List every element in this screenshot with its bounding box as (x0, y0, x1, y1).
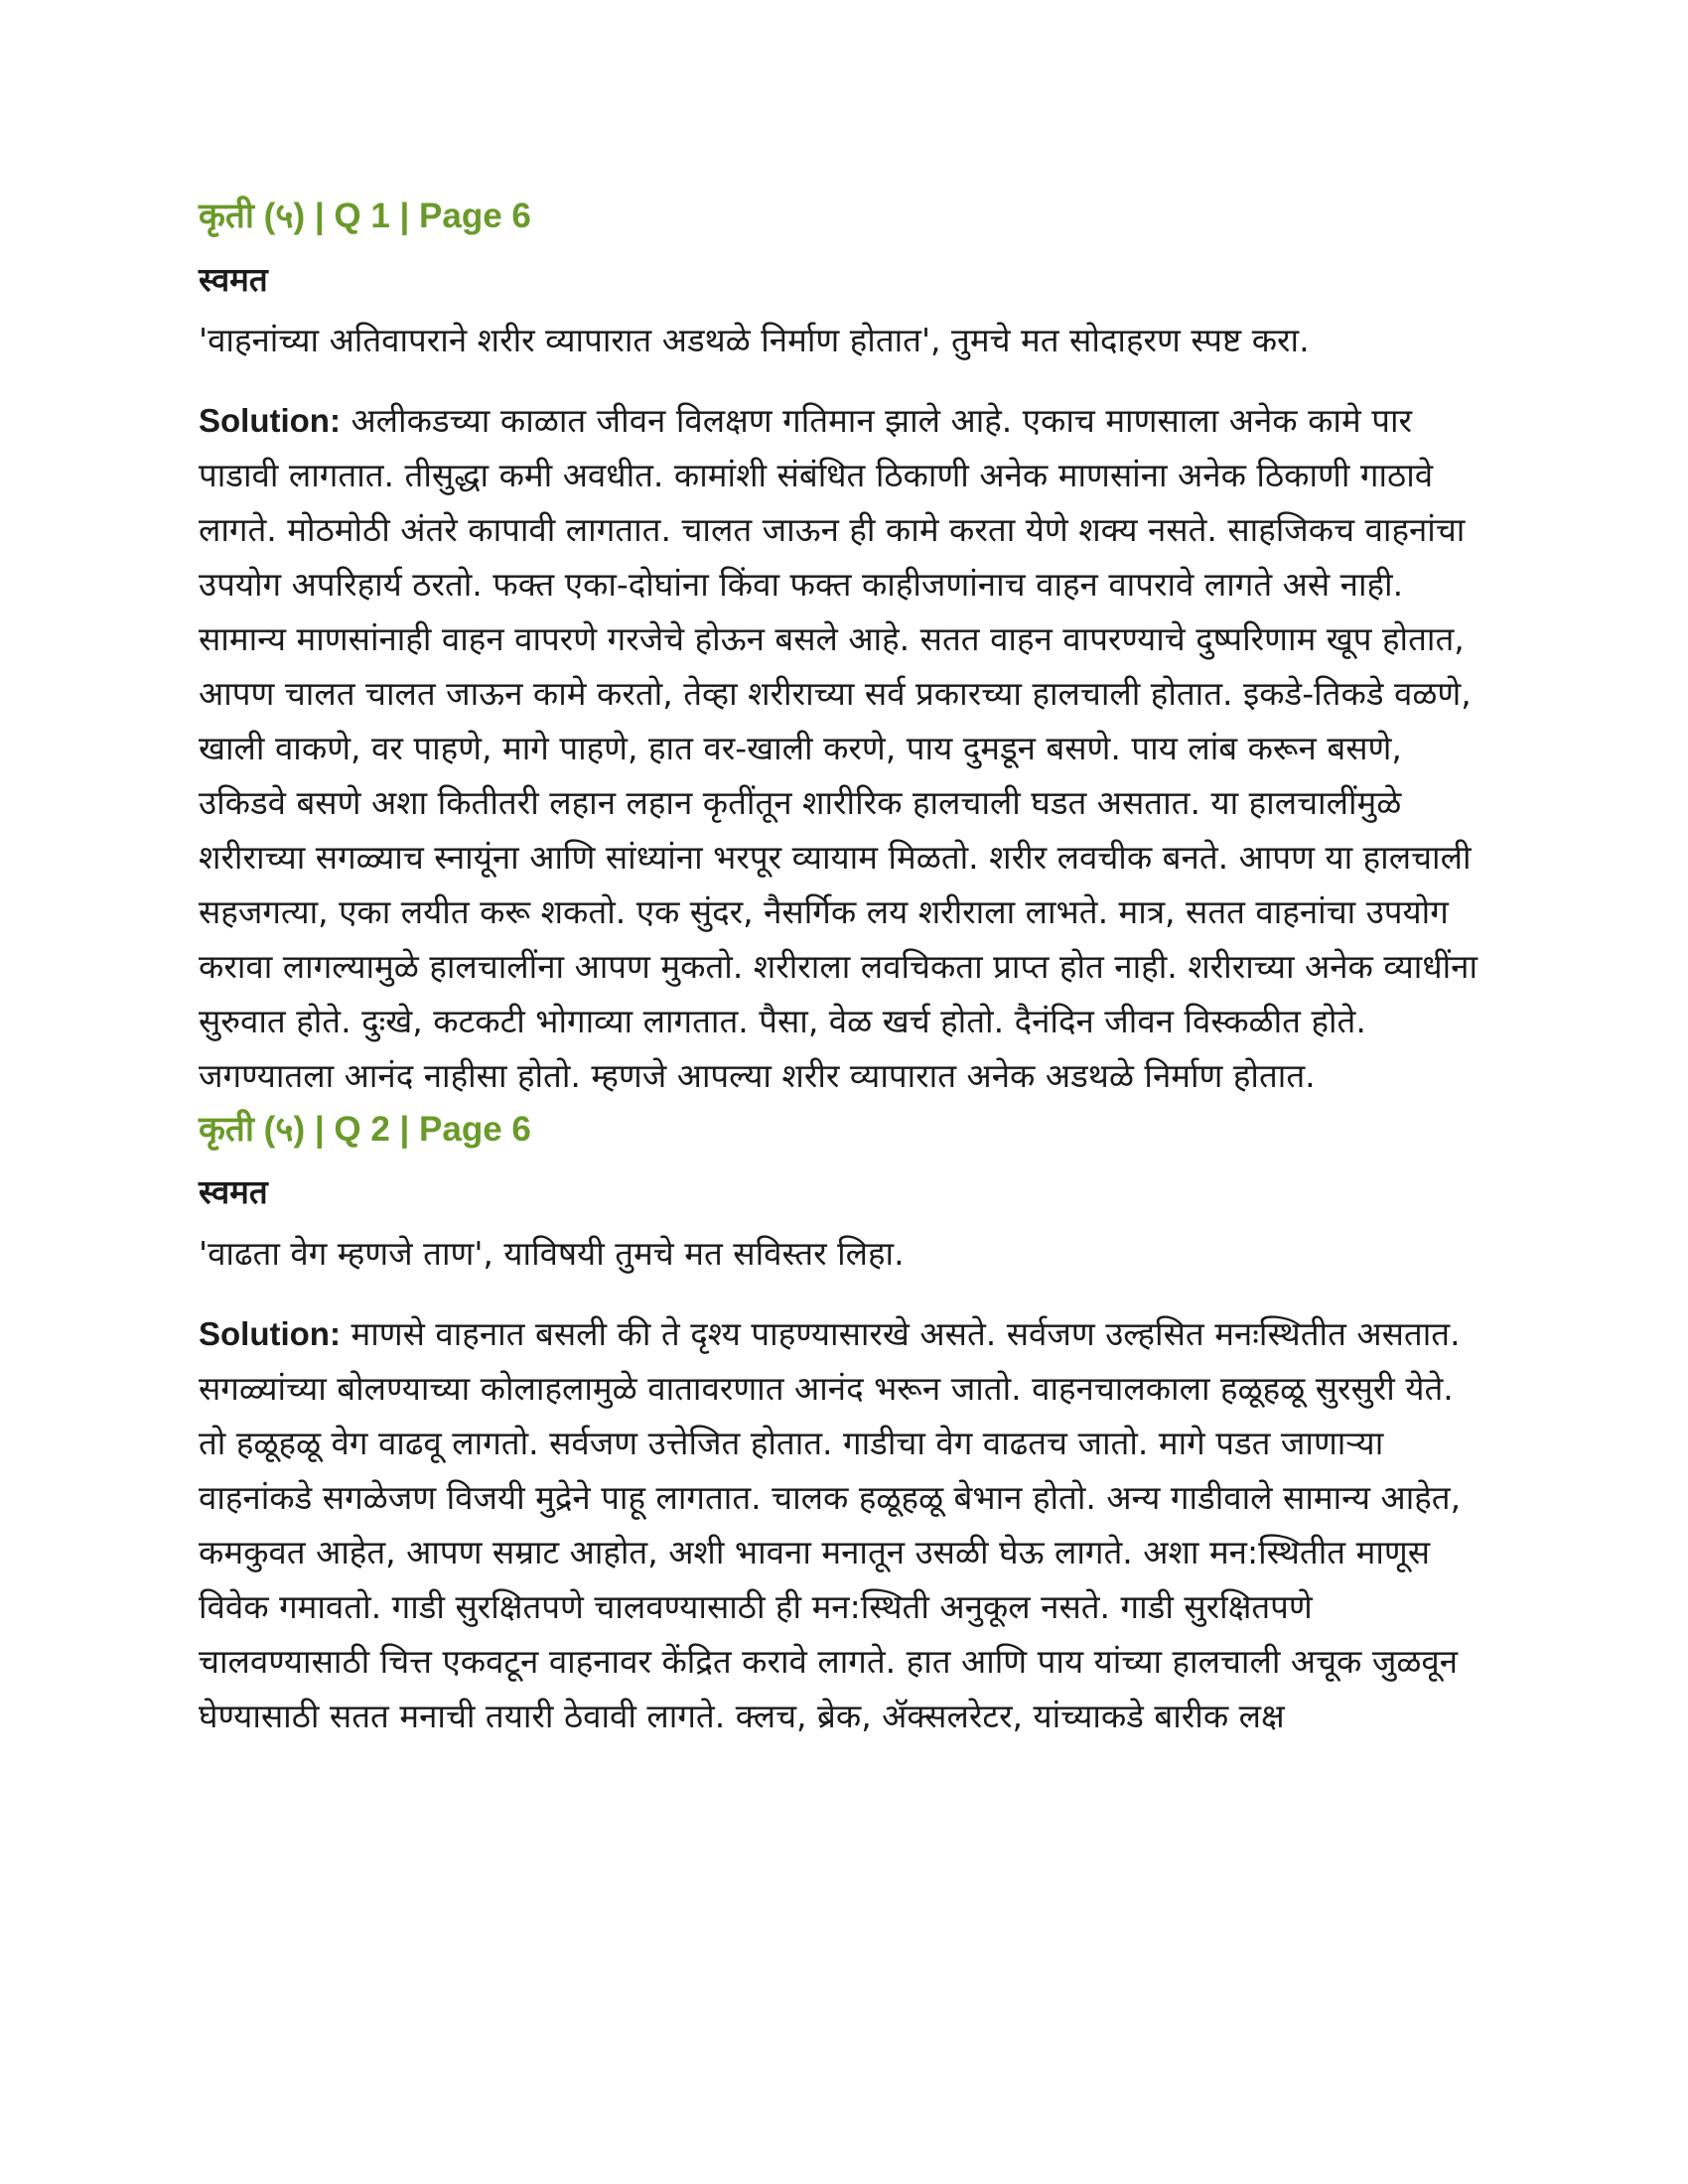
solution-label: Solution: (199, 401, 341, 439)
solution-paragraph (199, 1306, 1489, 1743)
question-text: 'वाढता वेग म्हणजे ताण', याविषयी तुमचे मत सविस्तर लिहा. (199, 1234, 905, 1274)
section-label: स्वमत (199, 1172, 268, 1212)
question-text: 'वाहनांच्या अतिवापराने शरीर व्यापारात अडथळे निर्माण होतात', तुमचे मत सोदाहरण स्पष्ट करा. (199, 321, 1310, 360)
section-label: स्वमत (199, 259, 268, 299)
question-heading: कृती (५) | Q 1 | Page 6 (199, 197, 531, 235)
solution-label: Solution: (199, 1314, 341, 1352)
solution-paragraph (199, 393, 1489, 1103)
question-heading: कृती (५) | Q 2 | Page 6 (199, 1109, 531, 1149)
question-block-2 (199, 1107, 1489, 1743)
solution-text: माणसे वाहनात बसली की ते दृश्य पाहण्यासारखे असते. सर्वजण उल्हसित मनःस्थितीत असतात. सगळ्यांच्या बोलण्याच्या कोलाहलामुळे वातावरणात आनंद भरून जातो. वाहनचालकाला हळूहळू सुरसुरी येते. तो हळूहळू वेग वाढवू लागतो. सर्वजण उत्तेजित होतात. गाडीचा वेग वाढतच जातो. मागे पडत जाणाऱ्या वाहनांकडे सगळेजण विजयी मुद्रेने पाहू लागतात. चालक हळूहळू बेभान होतो. अन्य गाडीवाले सामान्य आहेत, कमकुवत आहेत, आपण सम्राट आहोत, अशी भावना मनातून उसळी घेऊ लागते. अशा मन:स्थितीत माणूस विवेक गमावतो. गाडी सुरक्षितपणे चालवण्यासाठी ही मन:स्थिती अनुकूल नसते. गाडी सुरक्षितपणे चालवण्यासाठी चित्त एकवटून वाहनावर केंद्रित करावे लागते. हात आणि पाय यांच्या हालचाली अचूक जुळवून घेण्यासाठी सतत मनाची तयारी ठेवावी लागते. क्लच, ब्रेक, ॲक्सलरेटर, यांच्याकडे बारीक लक्ष (199, 1313, 1462, 1735)
question-block-1 (199, 194, 1489, 1103)
solution-text: अलीकडच्या काळात जीवन विलक्षण गतिमान झाले आहे. एकाच माणसाला अनेक कामे पार पाडावी लागतात. तीसुद्धा कमी अवधीत. कामांशी संबंधित ठिकाणी अनेक माणसांना अनेक ठिकाणी गाठावे लागते. मोठमोठी अंतरे कापावी लागतात. चालत जाऊन ही कामे करता येणे शक्य नसते. साहजिकच वाहनांचा उपयोग अपरिहार्य ठरतो. फक्त एका-दोघांना किंवा फक्त काहीजणांनाच वाहन वापरावे लागते असे नाही. सामान्य माणसांनाही वाहन वापरणे गरजेचे होऊन बसले आहे. सतत वाहन वापरण्याचे दुष्परिणाम खूप होतात, आपण चालत चालत जाऊन कामे करतो, तेव्हा शरीराच्या सर्व प्रकारच्या हालचाली होतात. इकडे-तिकडे वळणे, खाली वाकणे, वर पाहणे, मागे पाहणे, हात वर-खाली करणे, पाय दुमडून बसणे. पाय लांब करून बसणे, उकिडवे बसणे अशा कितीतरी लहान लहान कृतींतून शारीरिक हालचाली घडत असतात. या हालचालींमुळे शरीराच्या सगळ्याच स्नायूंना आणि सांध्यांना भरपूर व्यायाम मिळतो. शरीर लवचीक बनते. आपण या हालचाली सहजगत्या, एका लयीत करू शकतो. एक सुंदर, नैसर्गिक लय शरीराला लाभते. मात्र, सतत वाहनांचा उपयोग करावा लागल्यामुळे हालचालींना आपण मुकतो. शरीराला लवचिकता प्राप्त होत नाही. शरीराच्या अनेक व्याधींना सुरुवात होते. दुःखे, कटकटी भोगाव्या लागतात. पैसा, वेळ खर्च होतो. दैनंदिन जीवन विस्कळीत होते. जगण्यातला आनंद नाहीसा होतो. म्हणजे आपल्या शरीर व्यापारात अनेक अडथळे निर्माण होतात. (199, 400, 1478, 1095)
document-page (199, 194, 1489, 1743)
